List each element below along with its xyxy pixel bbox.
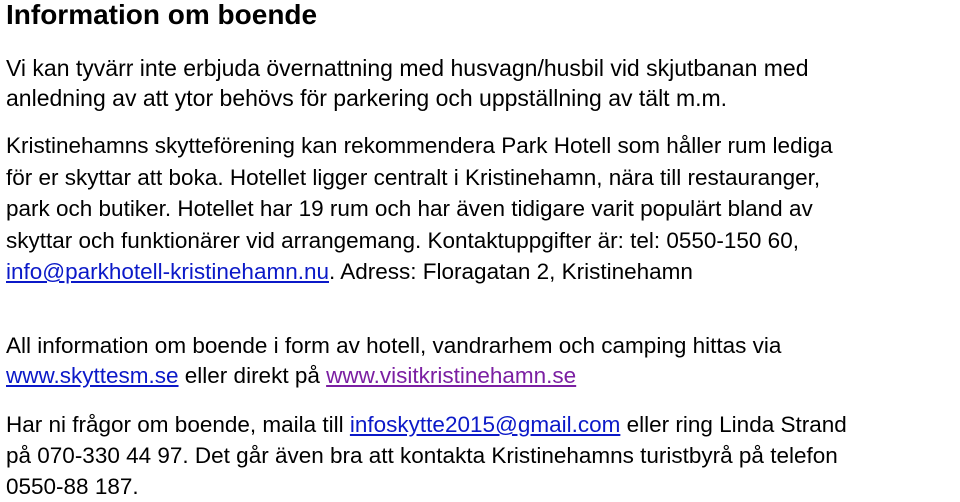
text-line: park och butiker. Hotellet har 19 rum och har även tidigare varit populärt bland av	[6, 196, 813, 221]
questions-suffix: eller ring Linda Strand	[620, 412, 847, 437]
parkhotell-email-link[interactable]: info@parkhotell-kristinehamn.nu	[6, 259, 329, 284]
connector-text: eller direkt på	[178, 363, 327, 388]
paragraph-no-camping	[6, 53, 809, 113]
visitkristinehamn-link[interactable]: www.visitkristinehamn.se	[326, 363, 577, 388]
text-line: Kristinehamns skytteförening kan rekommendera Park Hotell som håller rum lediga	[6, 133, 833, 158]
infoskytte-email-link[interactable]: infoskytte2015@gmail.com	[349, 412, 621, 437]
text-line	[6, 361, 781, 391]
page-heading: Information om boende	[6, 0, 318, 30]
skyttesm-link[interactable]: www.skyttesm.se	[6, 363, 179, 388]
text-line: på 070-330 44 97. Det går även bra att kontakta Kristinehamns turistbyrå på telefon	[6, 443, 838, 468]
paragraph-questions	[6, 409, 847, 502]
text-line: Vi kan tyvärr inte erbjuda övernattning med husvagn/husbil vid skjutbanan med	[6, 55, 809, 81]
text-line: anledning av att ytor behövs för parkering och uppställning av tält m.m.	[6, 85, 728, 111]
text-line	[6, 256, 833, 288]
text-line	[6, 409, 847, 440]
text-line: 0550-88 187.	[6, 474, 139, 499]
address-text: . Adress: Floragatan 2, Kristinehamn	[329, 259, 693, 284]
questions-prefix: Har ni frågor om boende, maila till	[6, 412, 350, 437]
text-line: All information om boende i form av hotell, vandrarhem och camping hittas via	[6, 333, 782, 358]
text-line: för er skyttar att boka. Hotellet ligger centralt i Kristinehamn, nära till restauranger,	[6, 164, 821, 190]
paragraph-park-hotell	[6, 130, 833, 288]
paragraph-more-info	[6, 331, 781, 391]
text-line: skyttar och funktionärer vid arrangemang. Kontaktuppgifter är: tel: 0550-150 60,	[6, 227, 799, 253]
